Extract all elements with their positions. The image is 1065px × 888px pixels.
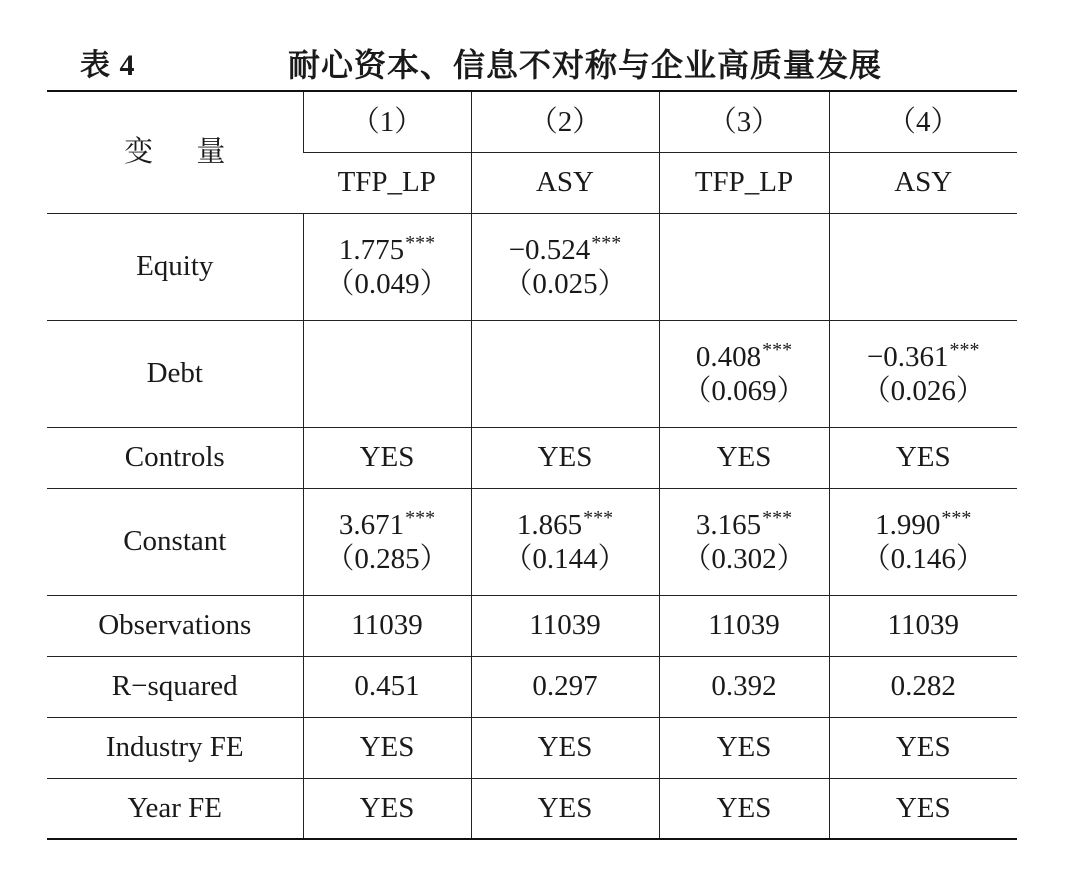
constant-coef-4: 1.990 [875, 508, 941, 541]
constant-cell-3 [659, 488, 829, 595]
dependent-var-1: TFP_LP [303, 152, 471, 213]
equity-coef-1: 1.775 [338, 233, 405, 266]
constant-coef-2: 1.865 [516, 508, 583, 541]
year-fe-cell-3: YES [659, 778, 829, 839]
controls-cell-2: YES [471, 427, 659, 488]
observations-cell-3: 11039 [659, 595, 829, 656]
industry-fe-cell-2: YES [471, 717, 659, 778]
regression-table [47, 90, 1017, 840]
equity-cell-4 [829, 213, 1017, 320]
controls-cell-4: YES [829, 427, 1017, 488]
debt-cell-1 [303, 320, 471, 427]
equity-se-1: （0.049） [325, 268, 449, 300]
observations-cell-4: 11039 [829, 595, 1017, 656]
table-row-equity [47, 213, 1017, 320]
debt-cell-4 [829, 320, 1017, 427]
debt-se-3: （0.069） [682, 375, 806, 407]
table-row-year-fe [47, 778, 1017, 839]
row-label-controls: Controls [47, 427, 303, 488]
debt-coef-4: −0.361 [866, 340, 949, 373]
header-row-numbers [47, 91, 1017, 152]
row-label-industry-fe: Industry FE [47, 717, 303, 778]
table-row-industry-fe [47, 717, 1017, 778]
r-squared-cell-1: 0.451 [303, 656, 471, 717]
row-label-constant: Constant [47, 488, 303, 595]
year-fe-cell-2: YES [471, 778, 659, 839]
constant-stars-2: *** [583, 506, 614, 529]
table-caption [0, 36, 1065, 86]
constant-se-4: （0.146） [861, 543, 985, 575]
constant-cell-2 [471, 488, 659, 595]
controls-cell-1: YES [303, 427, 471, 488]
equity-coef-2: −0.524 [508, 233, 591, 266]
constant-stars-3: *** [762, 506, 793, 529]
row-label-equity: Equity [47, 213, 303, 320]
table-row-debt [47, 320, 1017, 427]
constant-cell-1 [303, 488, 471, 595]
constant-stars-4: *** [941, 506, 972, 529]
debt-cell-2 [471, 320, 659, 427]
debt-stars-3: *** [762, 338, 793, 361]
column-number-3: （3） [659, 91, 829, 152]
equity-cell-3 [659, 213, 829, 320]
r-squared-cell-4: 0.282 [829, 656, 1017, 717]
equity-stars-1: *** [405, 231, 436, 254]
constant-coef-1: 3.671 [338, 508, 405, 541]
observations-cell-1: 11039 [303, 595, 471, 656]
dependent-var-4: ASY [829, 152, 1017, 213]
constant-stars-1: *** [405, 506, 436, 529]
constant-cell-4 [829, 488, 1017, 595]
equity-se-2: （0.025） [503, 268, 627, 300]
row-label-observations: Observations [47, 595, 303, 656]
dependent-var-2: ASY [471, 152, 659, 213]
dependent-var-3: TFP_LP [659, 152, 829, 213]
table-row-controls [47, 427, 1017, 488]
constant-coef-3: 3.165 [695, 508, 762, 541]
row-label-r-squared: R−squared [47, 656, 303, 717]
column-number-4: （4） [829, 91, 1017, 152]
industry-fe-cell-3: YES [659, 717, 829, 778]
industry-fe-cell-4: YES [829, 717, 1017, 778]
equity-cell-2 [471, 213, 659, 320]
r-squared-cell-2: 0.297 [471, 656, 659, 717]
r-squared-cell-3: 0.392 [659, 656, 829, 717]
observations-cell-2: 11039 [471, 595, 659, 656]
table-row-r-squared [47, 656, 1017, 717]
table-number: 表 4 [80, 49, 136, 82]
table-title: 耐心资本、信息不对称与企业高质量发展 [288, 47, 883, 83]
row-label-year-fe: Year FE [47, 778, 303, 839]
column-number-1: （1） [303, 91, 471, 152]
equity-stars-2: *** [591, 231, 622, 254]
row-label-debt: Debt [47, 320, 303, 427]
constant-se-1: （0.285） [325, 543, 449, 575]
debt-coef-3: 0.408 [695, 340, 762, 373]
industry-fe-cell-1: YES [303, 717, 471, 778]
column-number-2: （2） [471, 91, 659, 152]
debt-stars-4: *** [949, 338, 980, 361]
year-fe-cell-4: YES [829, 778, 1017, 839]
constant-se-2: （0.144） [503, 543, 627, 575]
controls-cell-3: YES [659, 427, 829, 488]
table-row-constant [47, 488, 1017, 595]
debt-cell-3 [659, 320, 829, 427]
table-row-observations [47, 595, 1017, 656]
constant-se-3: （0.302） [682, 543, 806, 575]
variable-header: 变 量 [47, 91, 303, 213]
debt-se-4: （0.026） [861, 375, 985, 407]
equity-cell-1 [303, 213, 471, 320]
year-fe-cell-1: YES [303, 778, 471, 839]
